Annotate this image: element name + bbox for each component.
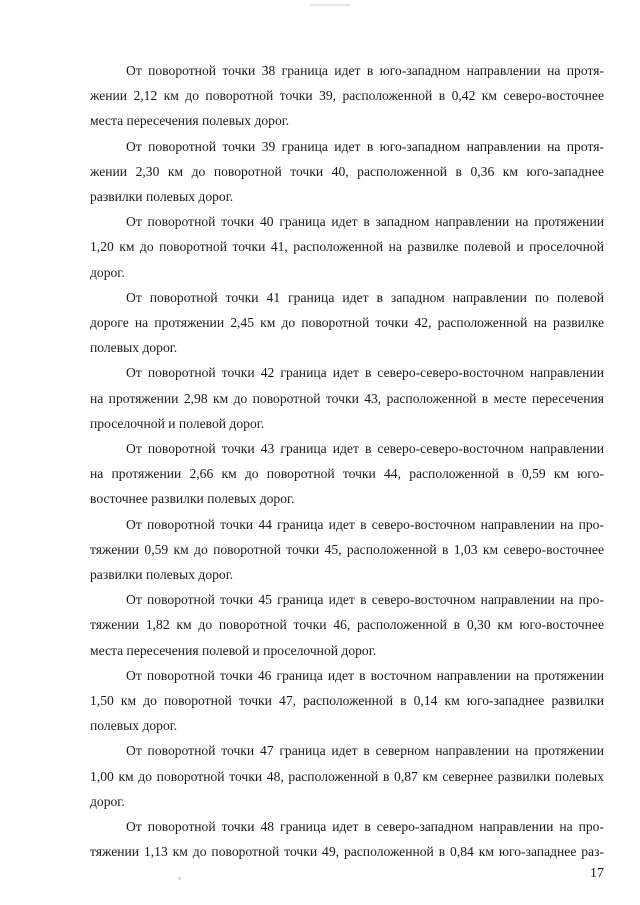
page-number: 17 <box>590 866 604 881</box>
paragraph-line: От поворотной точки 44 граница идет в северо-восточном направлении на про- <box>126 516 604 532</box>
paragraph-turning-point-47 <box>90 738 604 814</box>
paragraph-line: развилки полевых дорог. <box>90 189 234 205</box>
paragraph-line: места пересечения полевой и проселочной дорог. <box>90 642 377 658</box>
paragraph-line: восточнее развилки полевых дорог. <box>90 491 295 507</box>
paragraph-line: полевых дорог. <box>90 340 178 356</box>
paragraph-line: От поворотной точки 39 граница идет в юго-западном направлении на протя- <box>126 138 604 154</box>
paragraph-line: тяжении 1,82 км до поворотной точки 46, расположенной в 0,30 км юго-восточнее <box>90 617 604 633</box>
paragraph-line: 1,00 км до поворотной точки 48, расположенной в 0,87 км севернее развилки полевых <box>90 768 604 784</box>
document-body <box>90 58 604 865</box>
paragraph-line: на протяжении 2,98 км до поворотной точки 43, расположенной в месте пересечения <box>90 390 604 406</box>
paragraph-line: жении 2,12 км до поворотной точки 39, расположенной в 0,42 км северо-восточнее <box>90 88 604 104</box>
paragraph-line: дороге на протяжении 2,45 км до поворотной точки 42, расположенной на развилке <box>90 315 604 331</box>
paragraph-turning-point-45 <box>90 587 604 663</box>
paragraph-line: на протяжении 2,66 км до поворотной точки 44, расположенной в 0,59 км юго- <box>90 466 604 482</box>
paragraph-line: От поворотной точки 42 граница идет в северо-северо-восточном направлении <box>126 365 604 381</box>
paragraph-line: места пересечения полевых дорог. <box>90 113 290 129</box>
paragraph-line: дорог. <box>90 264 125 280</box>
scan-artifact-dot <box>178 877 181 880</box>
paragraph-line: проселочной и полевой дорог. <box>90 415 265 431</box>
paragraph-turning-point-40 <box>90 209 604 285</box>
paragraph-line: От поворотной точки 40 граница идет в западном направлении на протяжении <box>126 214 604 230</box>
paragraph-line: тяжении 1,13 км до поворотной точки 49, расположенной в 0,84 км юго-западнее раз- <box>90 844 604 860</box>
paragraph-line: 1,50 км до поворотной точки 47, расположенной в 0,14 км юго-западнее развилки <box>90 693 604 709</box>
paragraph-turning-point-42 <box>90 360 604 436</box>
paragraph-line: От поворотной точки 47 граница идет в северном направлении на протяжении <box>126 743 604 759</box>
paragraph-turning-point-38 <box>90 58 604 134</box>
paragraph-line: От поворотной точки 45 граница идет в северо-восточном направлении на про- <box>126 592 604 608</box>
paragraph-line: полевых дорог. <box>90 718 178 734</box>
paragraph-turning-point-41 <box>90 285 604 361</box>
paragraph-turning-point-46 <box>90 663 604 739</box>
paragraph-turning-point-39 <box>90 134 604 210</box>
paragraph-line: дорог. <box>90 793 125 809</box>
paragraph-turning-point-44 <box>90 512 604 588</box>
paragraph-line: От поворотной точки 46 граница идет в восточном направлении на протяжении <box>126 667 604 683</box>
paragraph-line: развилки полевых дорог. <box>90 567 234 583</box>
scan-artifact-top <box>310 4 350 6</box>
paragraph-line: От поворотной точки 48 граница идет в северо-западном направлении на про- <box>126 819 604 835</box>
paragraph-line: От поворотной точки 41 граница идет в западном направлении по полевой <box>126 289 604 305</box>
paragraph-turning-point-43 <box>90 436 604 512</box>
paragraph-turning-point-48 <box>90 814 604 864</box>
paragraph-line: 1,20 км до поворотной точки 41, расположенной на развилке полевой и проселочной <box>90 239 604 255</box>
paragraph-line: От поворотной точки 38 граница идет в юго-западном направлении на протя- <box>126 63 604 78</box>
paragraph-line: тяжении 0,59 км до поворотной точки 45, расположенной в 1,03 км северо-восточнее <box>90 541 604 557</box>
paragraph-line: От поворотной точки 43 граница идет в северо-северо-восточном направлении <box>126 441 604 457</box>
paragraph-line: жении 2,30 км до поворотной точки 40, расположенной в 0,36 км юго-западнее <box>90 163 604 179</box>
